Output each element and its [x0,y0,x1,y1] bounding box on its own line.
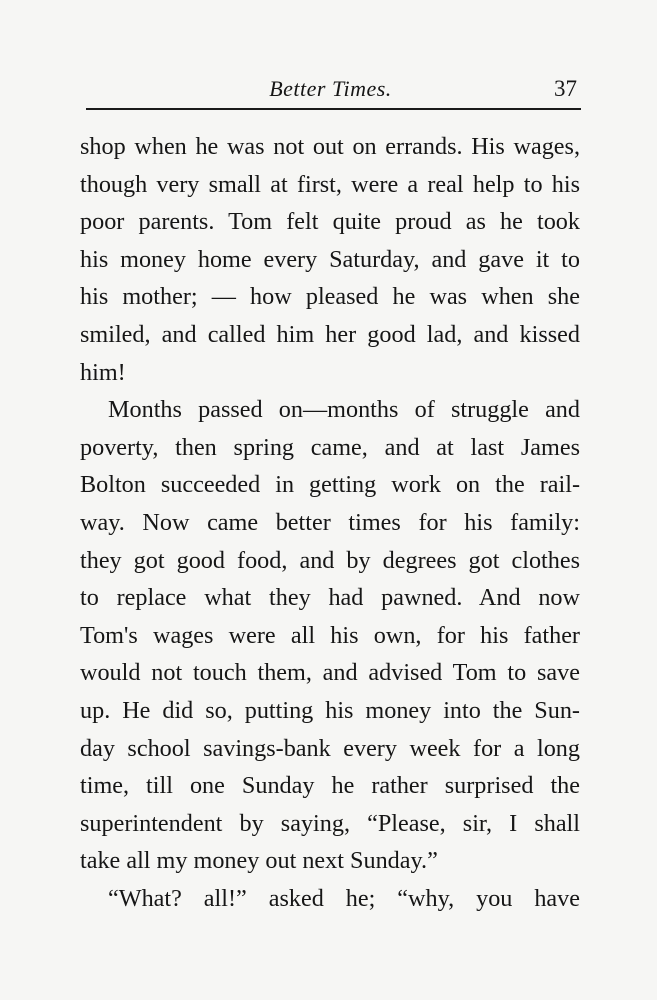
body-text [80,128,580,917]
text-line: way. Now came better times for his family: [80,508,580,536]
text-line: poor parents. Tom felt quite proud as he took [80,208,580,236]
text-line: his money home every Saturday, and gave it to [80,245,580,273]
text-line: shop when he was not out on errands. His wages, [80,133,580,160]
paragraph-start-line: Months passed on—months of struggle and [108,396,580,424]
text-line: to replace what they had pawned. And now [80,584,580,612]
page-number: 37 [554,76,577,101]
text-line: his mother; — how pleased he was when she [80,283,580,311]
running-title: Better Times. [269,76,392,101]
text-line: poverty, then spring came, and at last James [80,433,580,461]
text-line: superintendent by saying, “Please, sir, I shall [80,809,580,837]
text-line: smiled, and called him her good lad, and kissed [80,320,580,348]
header-rule [86,108,581,110]
text-line: time, till one Sunday he rather surprised the [80,772,580,800]
running-head [82,72,579,108]
text-line: Tom's wages were all his own, for his father [80,621,580,649]
text-line: up. He did so, putting his money into the Sun- [80,696,580,724]
text-line: him! [80,358,126,386]
paragraph-start-line: “What? all!” asked he; “why, you have [108,884,580,912]
text-line: day school savings-bank every week for a long [80,734,580,762]
text-line: they got good food, and by degrees got clothes [80,546,580,574]
text-line: take all my money out next Sunday.” [80,847,438,875]
text-line: would not touch them, and advised Tom to save [80,659,580,687]
text-line: though very small at first, were a real help to his [80,170,580,198]
text-line: Bolton succeeded in getting work on the rail- [80,471,580,499]
